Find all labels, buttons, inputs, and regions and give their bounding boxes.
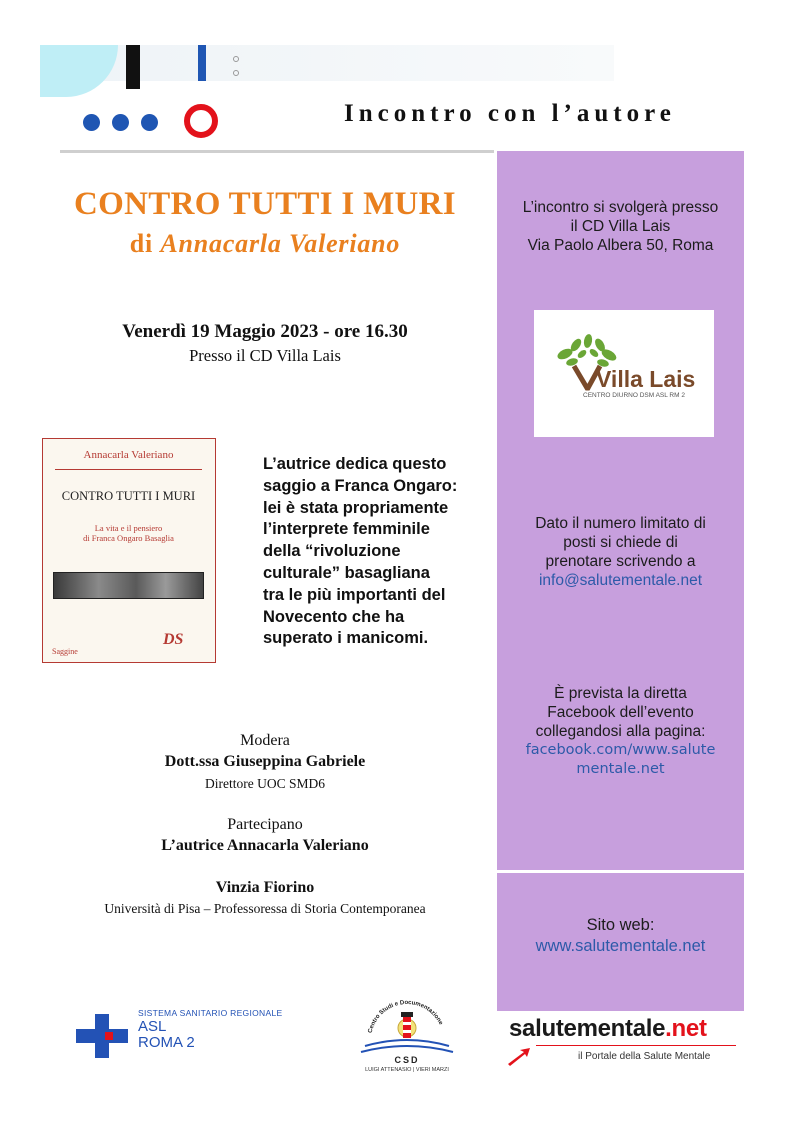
event-place: Presso il CD Villa Lais — [189, 346, 341, 365]
website-info — [497, 915, 744, 957]
moderator-role: Direttore UOC SMD6 — [205, 776, 325, 791]
modera-label: Modera — [240, 732, 290, 749]
cover-publisher-mark: DS — [163, 631, 184, 648]
header-divider — [60, 150, 494, 153]
location-line: L’incontro si svolgerà presso — [522, 199, 719, 216]
small-ring-shape — [233, 56, 239, 62]
cover-series: Saggine — [52, 647, 78, 656]
booking-line: Dato il numero limitato di — [535, 515, 706, 532]
blue-dot-shape — [83, 114, 100, 131]
small-ring-shape — [233, 70, 239, 76]
asl-name-line: ROMA 2 — [138, 1034, 195, 1051]
live-stream-info — [497, 684, 744, 779]
booking-info — [497, 514, 744, 590]
asl-name — [138, 1019, 195, 1051]
salutementale-brand-tld: .net — [665, 1015, 707, 1042]
book-author: Annacarla Valeriano — [160, 229, 401, 258]
cover-subtitle — [43, 523, 214, 543]
sidebar-divider — [497, 870, 744, 873]
description-line: L’autrice dedica questo — [263, 455, 447, 473]
svg-text:Villa Lais: Villa Lais — [596, 366, 696, 392]
csd-acronym: CSD — [394, 1055, 420, 1065]
booking-line: posti si chiede di — [563, 534, 678, 551]
location-info — [497, 198, 744, 255]
moderator-name: Dott.ssa Giuseppina Gabriele — [164, 753, 366, 770]
description-line: tra le più importanti del — [263, 585, 446, 604]
facebook-link-line[interactable]: mentale.net — [576, 761, 665, 777]
salutementale-brand-name: salutementale — [509, 1015, 666, 1042]
description-line: della “rivoluzione — [263, 542, 401, 561]
header-title: Incontro con l’autore — [344, 100, 676, 127]
villa-lais-logo — [534, 310, 714, 437]
description-line: culturale” basagliana — [263, 563, 430, 582]
facebook-link-line[interactable]: facebook.com/www.salute — [525, 742, 716, 758]
sidebar-divider — [497, 1011, 744, 1014]
booking-email-link[interactable]: info@salutementale.net — [538, 572, 703, 589]
svg-text:Centro Studi e Documentazione: Centro Studi e Documentazione — [367, 1000, 444, 1034]
cover-subtitle-line: La vita e il pensiero — [94, 523, 163, 533]
description-line: l’interprete femminile — [263, 520, 430, 539]
cover-photo-strip — [53, 572, 204, 599]
asl-name-line: ASL — [138, 1018, 167, 1035]
salutementale-brand — [509, 1015, 707, 1043]
partecipano-label: Partecipano — [227, 816, 303, 833]
asl-system-label: SISTEMA SANITARIO REGIONALE — [138, 1008, 283, 1018]
description-line: saggio a Franca Ongaro: — [263, 476, 458, 495]
asl-cross-icon — [76, 1014, 128, 1058]
salutementale-rule — [536, 1045, 736, 1046]
live-line: Facebook dell’evento — [547, 704, 694, 721]
live-line: collegandosi alla pagina: — [535, 723, 706, 740]
live-line: È prevista la diretta — [554, 685, 687, 702]
book-description — [263, 454, 493, 650]
red-ring-shape — [184, 104, 218, 138]
arrow-icon — [506, 1046, 530, 1066]
description-line: Novecento che ha — [263, 607, 405, 626]
black-bar-shape — [126, 45, 140, 89]
blue-dot-shape — [112, 114, 129, 131]
description-line: lei è stata propriamente — [263, 498, 449, 517]
csd-names: LUIGI ATTENASIO | VIERI MARZI — [365, 1067, 449, 1073]
cover-subtitle-line: di Franca Ongaro Basaglia — [83, 533, 174, 543]
by-prefix: di — [129, 229, 154, 258]
location-line: il CD Villa Lais — [570, 218, 671, 235]
location-line: Via Paolo Albera 50, Roma — [527, 237, 714, 254]
book-author-line — [30, 229, 500, 259]
villa-lais-logo-icon — [534, 310, 714, 437]
website-label: Sito web: — [586, 916, 655, 934]
website-link[interactable]: www.salutementale.net — [535, 937, 706, 955]
participant-role: Università di Pisa – Professoressa di Storia Contemporanea — [104, 901, 426, 916]
blue-dot-shape — [141, 114, 158, 131]
blue-bar-shape — [198, 45, 206, 81]
participant-author: L’autrice Annacarla Valeriano — [161, 837, 369, 854]
salutementale-tagline: il Portale della Salute Mentale — [578, 1051, 711, 1062]
cover-title: CONTRO TUTTI I MURI — [61, 489, 196, 503]
csd-logo — [357, 1000, 457, 1078]
facebook-link[interactable] — [497, 741, 744, 779]
cover-author: Annacarla Valeriano — [83, 449, 174, 461]
book-title: CONTRO TUTTI I MURI — [74, 186, 456, 222]
cyan-shape — [40, 45, 118, 97]
participant-name: Vinzia Fiorino — [215, 879, 315, 896]
book-cover — [42, 438, 216, 663]
cover-rule — [55, 469, 202, 470]
booking-line: prenotare scrivendo a — [545, 553, 696, 570]
description-line: superato i manicomi. — [263, 629, 429, 648]
lighthouse-icon — [357, 1000, 457, 1056]
event-date-time: Venerdì 19 Maggio 2023 - ore 16.30 — [122, 321, 408, 342]
svg-text:CENTRO DIURNO DSM ASL RM 2: CENTRO DIURNO DSM ASL RM 2 — [583, 392, 685, 399]
